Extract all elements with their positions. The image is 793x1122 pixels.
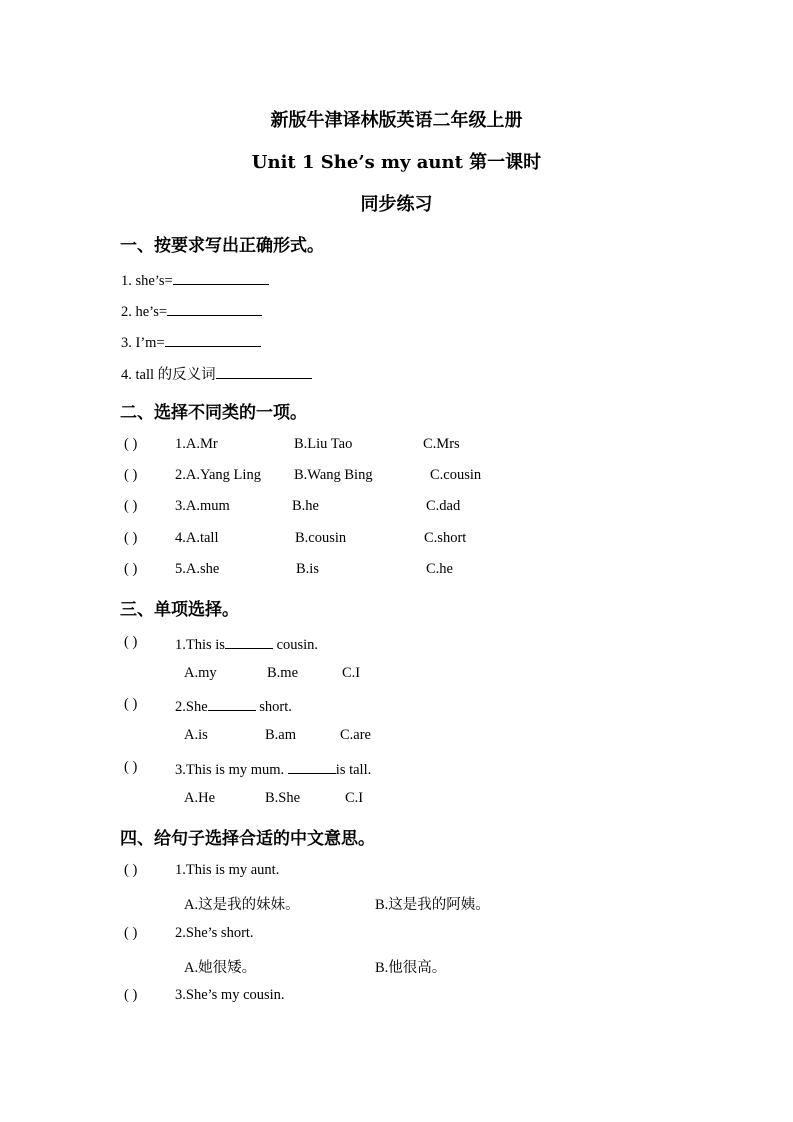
s3-q3-stem (175, 759, 371, 779)
s1-item-4-label: 4. tall 的反义词 (121, 367, 216, 383)
s2-q2-c: C.cousin (430, 467, 482, 483)
s3-q1-stem (175, 634, 318, 654)
answer-paren[interactable]: ( ) (124, 987, 138, 1003)
s2-q4-b: B.cousin (295, 530, 347, 546)
s4-q1-stem: 1.This is my aunt. (175, 862, 280, 878)
section1-heading: 一、按要求写出正确形式。 (120, 236, 324, 256)
s1-item-4 (121, 363, 312, 384)
answer-paren[interactable]: ( ) (124, 498, 138, 514)
s3-q3-c: C.I (345, 790, 364, 806)
s1-item-1-label: 1. she’s= (121, 273, 173, 289)
s2-q3-b: B.he (292, 498, 319, 514)
answer-blank[interactable] (216, 364, 312, 379)
s1-item-2-label: 2. he’s= (121, 304, 168, 320)
s3-q3-a: A.He (184, 790, 216, 806)
s1-item-2 (121, 301, 262, 321)
answer-blank[interactable] (167, 301, 262, 316)
section2-heading: 二、选择不同类的一项。 (120, 403, 307, 423)
answer-paren[interactable]: ( ) (124, 561, 138, 577)
s3-q2-b: B.am (265, 727, 297, 743)
s1-item-3 (121, 332, 261, 352)
s2-q2-a: 2.A.Yang Ling (175, 467, 261, 483)
s2-q1-b: B.Liu Tao (294, 436, 353, 452)
s2-q2-b: B.Wang Bing (294, 467, 373, 483)
answer-paren[interactable]: ( ) (124, 862, 138, 878)
s2-q3-a: 3.A.mum (175, 498, 230, 514)
answer-paren[interactable]: ( ) (124, 467, 138, 483)
section4-heading: 四、给句子选择合适的中文意思。 (120, 829, 375, 849)
answer-blank[interactable] (165, 332, 261, 347)
s3-q2-a: A.is (184, 727, 208, 743)
s2-q4-c: C.short (424, 530, 467, 546)
answer-paren[interactable]: ( ) (124, 759, 138, 775)
s2-q4-a: 4.A.tall (175, 530, 219, 546)
s4-q3-stem: 3.She’s my cousin. (175, 987, 285, 1003)
section3-heading: 三、单项选择。 (120, 600, 239, 620)
s2-q5-b: B.is (296, 561, 319, 577)
subtitle: 同步练习 (360, 194, 433, 215)
s3-q1-b: B.me (267, 665, 299, 681)
page-title: 新版牛津译林版英语二年级上册 (270, 110, 523, 131)
s3-q2-c: C.are (340, 727, 371, 743)
unit-title: Unit 1 She’s my aunt 第一课时 (251, 152, 542, 173)
s3-q1-c: C.I (342, 665, 361, 681)
s4-q2-a: A.她很矮。 (184, 960, 257, 976)
s4-q2-stem: 2.She’s short. (175, 925, 254, 941)
answer-paren[interactable]: ( ) (124, 696, 138, 712)
s3-q1-text-start: 1.This is (175, 637, 225, 653)
s3-q3-b: B.She (265, 790, 301, 806)
answer-paren[interactable]: ( ) (124, 530, 138, 546)
s2-q3-c: C.dad (426, 498, 461, 514)
s3-q3-text-start: 3.This is my mum. (175, 762, 288, 778)
answer-blank[interactable] (173, 270, 269, 285)
s2-q5-c: C.he (426, 561, 453, 577)
answer-blank[interactable] (288, 759, 336, 774)
s3-q1-text-end: cousin. (272, 637, 319, 653)
s3-q3-text-end: is tall. (335, 762, 372, 778)
answer-paren[interactable]: ( ) (124, 634, 138, 650)
s4-q1-a: A.这是我的妹妹。 (184, 897, 300, 913)
answer-blank[interactable] (208, 696, 256, 711)
s3-q2-text-start: 2.She (175, 699, 208, 715)
s3-q1-a: A.my (184, 665, 217, 681)
answer-paren[interactable]: ( ) (124, 436, 138, 452)
s3-q2-text-end: short. (255, 699, 292, 715)
s1-item-3-label: 3. I’m= (121, 335, 165, 351)
s2-q5-a: 5.A.she (175, 561, 220, 577)
s4-q2-b: B.他很高。 (375, 960, 447, 976)
s2-q1-a: 1.A.Mr (175, 436, 218, 452)
s4-q1-b: B.这是我的阿姨。 (375, 897, 490, 913)
s3-q2-stem (175, 696, 292, 716)
s1-item-1 (121, 270, 269, 290)
answer-paren[interactable]: ( ) (124, 925, 138, 941)
s2-q1-c: C.Mrs (423, 436, 460, 452)
answer-blank[interactable] (225, 634, 273, 649)
